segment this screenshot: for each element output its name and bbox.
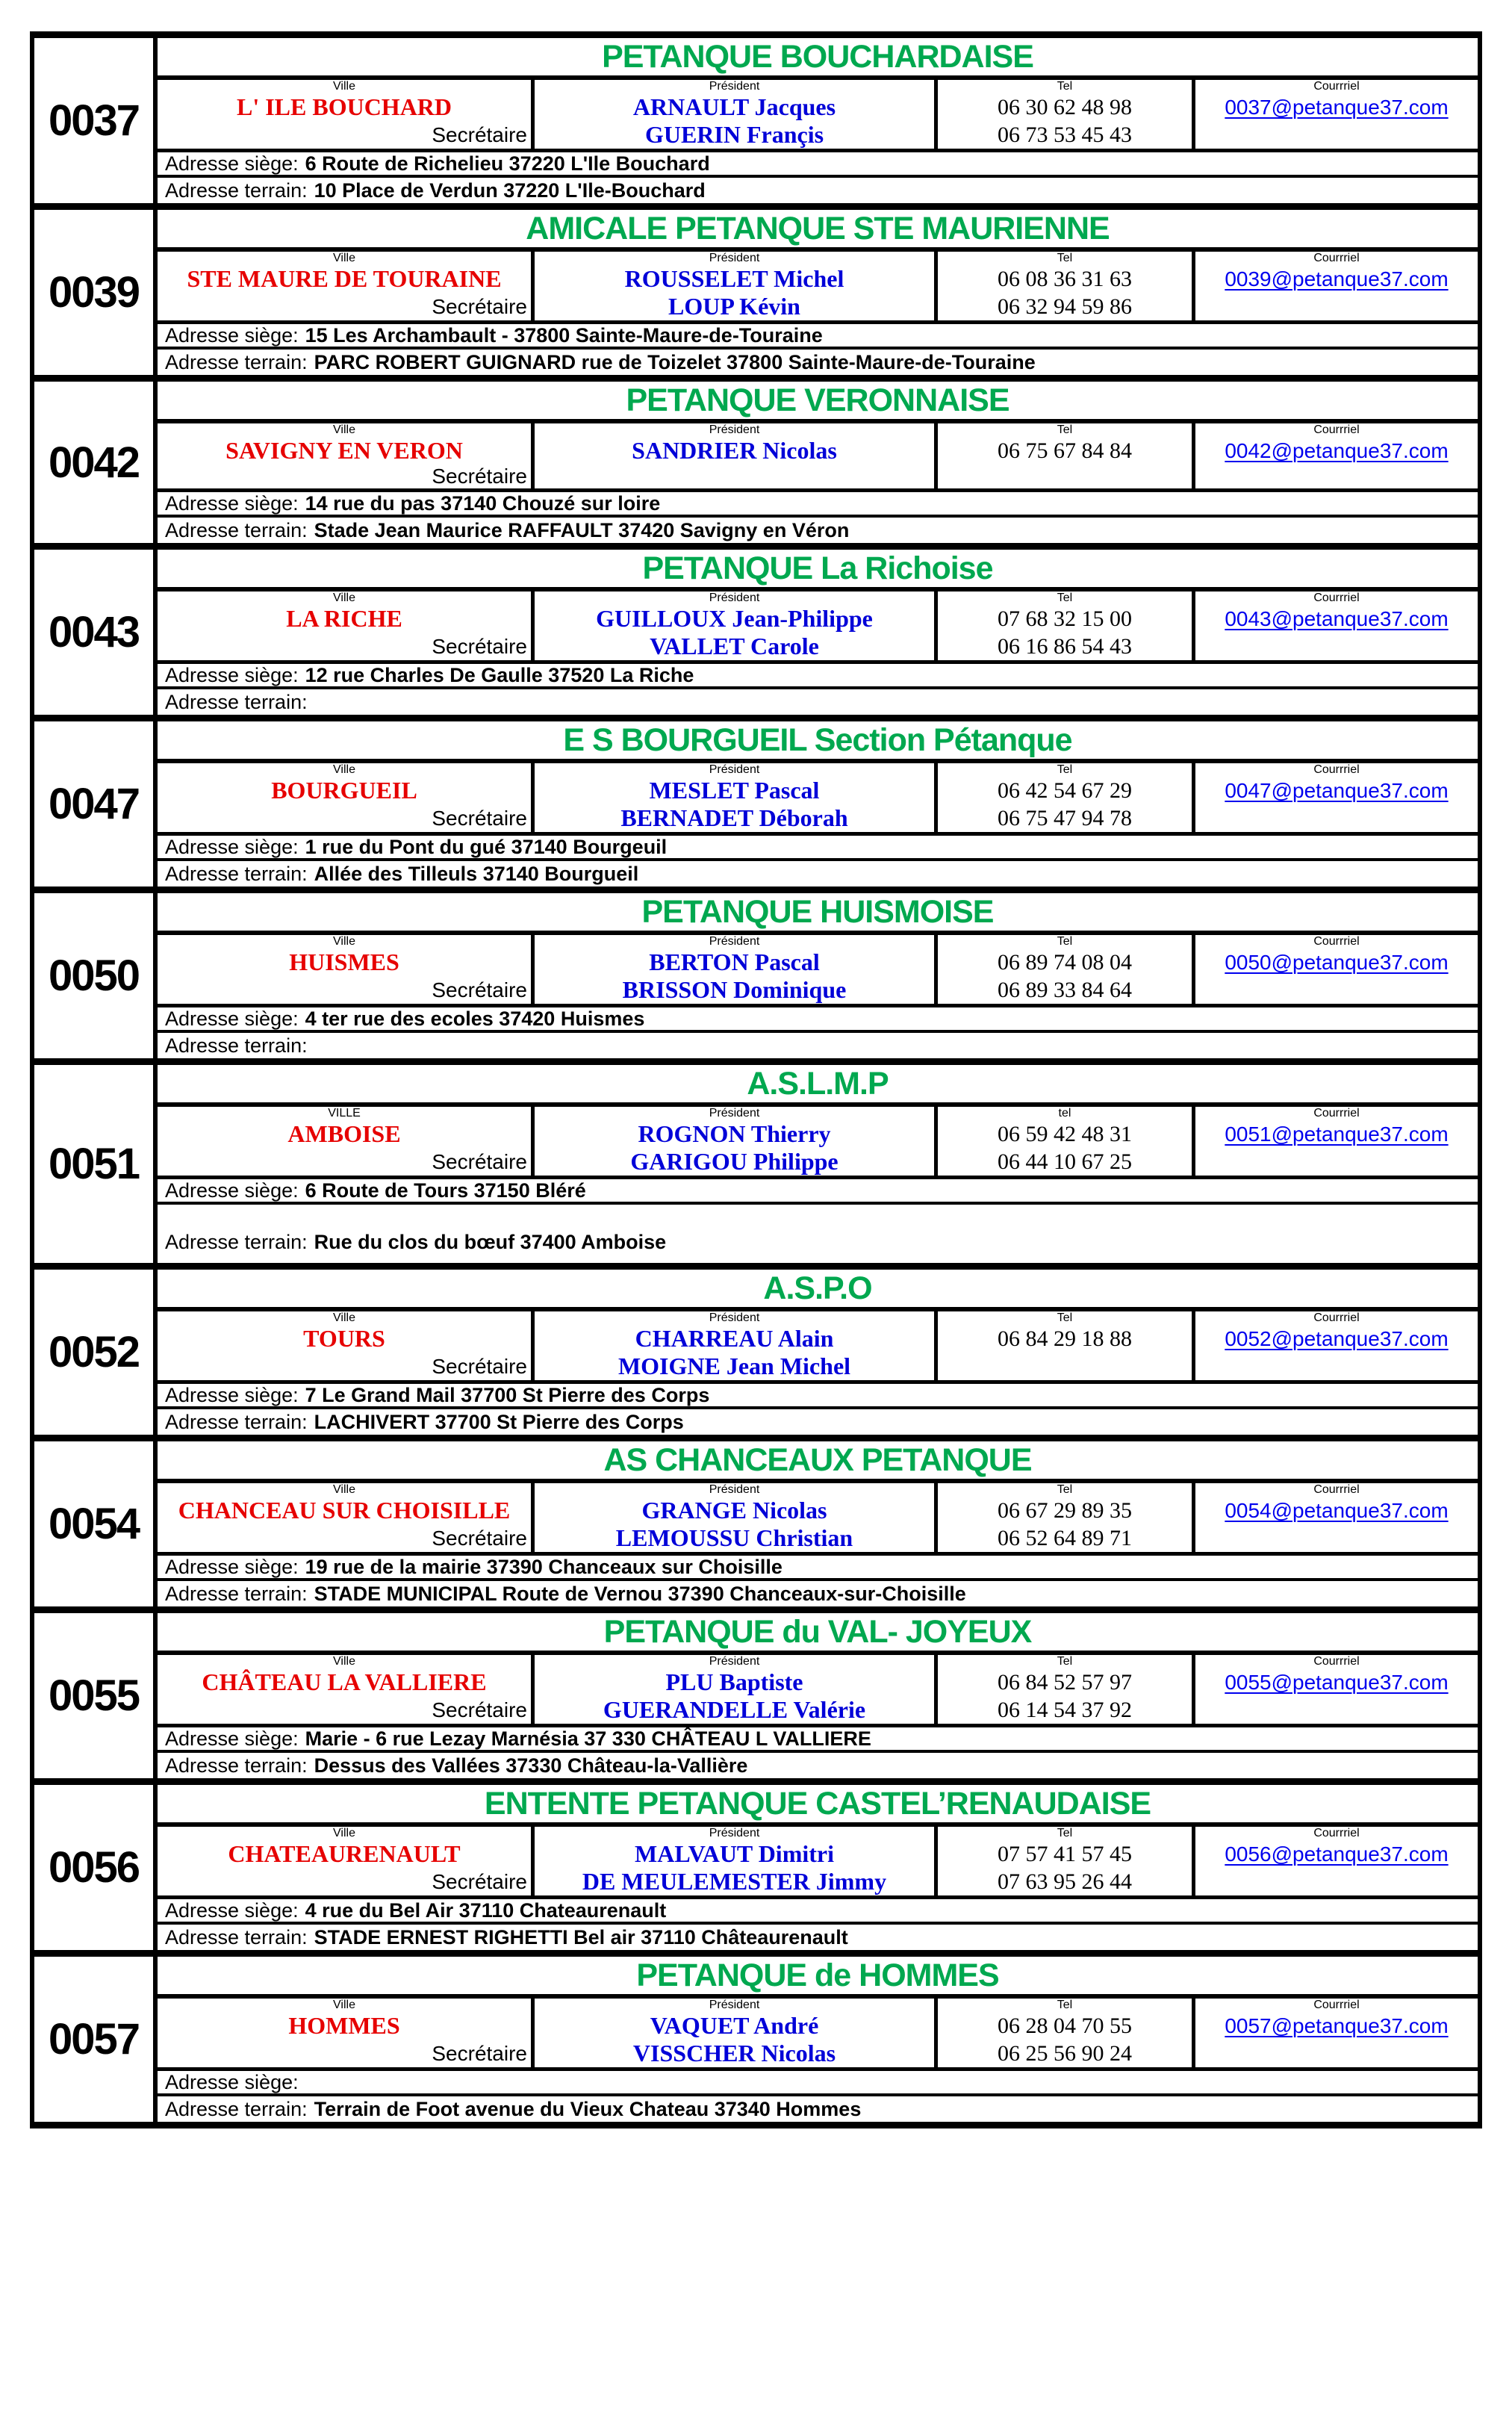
secretaire-name: VALLET Carole xyxy=(535,633,938,660)
email-link[interactable]: 0052@petanque37.com xyxy=(1225,1326,1449,1350)
secretaire-phone: 06 44 10 67 25 xyxy=(938,1148,1195,1176)
club-code: 0047 xyxy=(34,721,158,886)
club-code: 0055 xyxy=(34,1613,158,1778)
secretaire-name: GUERANDELLE Valérie xyxy=(535,1696,938,1724)
adresse-siege-value: 1 rue du Pont du gué 37140 Bourgeuil xyxy=(305,836,668,858)
secretaire-label: Secrétaire xyxy=(158,804,535,832)
secretaire-label: Secrétaire xyxy=(158,1353,535,1380)
club-content xyxy=(158,210,1478,375)
club-content xyxy=(158,893,1478,1058)
club-city: STE MAURE DE TOURAINE xyxy=(158,265,535,293)
club-city: TOURS xyxy=(158,1325,535,1353)
adresse-siege-value: 12 rue Charles De Gaulle 37520 La Riche xyxy=(305,664,694,686)
adresse-terrain-label: Adresse terrain: xyxy=(165,350,308,373)
club-code: 0052 xyxy=(34,1270,158,1435)
president-name: MALVAUT Dimitri xyxy=(535,1840,938,1868)
adresse-terrain-value: Rue du clos du bœuf 37400 Amboise xyxy=(314,1231,667,1253)
adresse-terrain-value: STADE ERNEST RIGHETTI Bel air 37110 Châteaurenault xyxy=(314,1925,848,1949)
club-title: PETANQUE La Richoise xyxy=(158,550,1478,591)
col-header-president: Président xyxy=(535,935,938,948)
club-code: 0050 xyxy=(34,893,158,1058)
club-city: HOMMES xyxy=(158,2012,535,2040)
club-block xyxy=(30,31,1482,203)
club-block xyxy=(30,1263,1482,1435)
club-table xyxy=(158,591,1478,664)
col-header-president: Président xyxy=(535,1655,938,1668)
president-name: GUILLOUX Jean-Philippe xyxy=(535,605,938,633)
email-cell xyxy=(1195,265,1478,293)
club-title: PETANQUE de HOMMES xyxy=(158,1957,1478,1999)
email-link[interactable]: 0054@petanque37.com xyxy=(1225,1498,1449,1522)
col-header-president: Président xyxy=(535,1311,938,1325)
president-phone: 07 68 32 15 00 xyxy=(938,605,1195,633)
club-table xyxy=(158,1311,1478,1384)
email-cell xyxy=(1195,437,1478,465)
secretaire-label: Secrétaire xyxy=(158,633,535,660)
secretaire-name: DE MEULEMESTER Jimmy xyxy=(535,1868,938,1895)
adresse-siege-value: 6 Route de Tours 37150 Bléré xyxy=(305,1179,586,1202)
club-title: AMICALE PETANQUE STE MAURIENNE xyxy=(158,210,1478,252)
club-content xyxy=(158,1785,1478,1950)
col-header-tel: Tel xyxy=(938,1483,1195,1497)
president-phone: 06 84 52 57 97 xyxy=(938,1668,1195,1696)
col-header-tel: Tel xyxy=(938,423,1195,437)
adresse-siege-label: Adresse siège: xyxy=(165,836,299,858)
email-cell xyxy=(1195,948,1478,976)
col-header-ville: Ville xyxy=(158,252,535,265)
adresse-terrain-label: Adresse terrain: xyxy=(165,518,308,541)
col-header-ville: VILLE xyxy=(158,1107,535,1120)
club-city: L' ILE BOUCHARD xyxy=(158,93,535,121)
adresse-siege-row xyxy=(158,1384,1478,1409)
adresse-siege-label: Adresse siège: xyxy=(165,152,299,175)
adresse-terrain-label: Adresse terrain: xyxy=(165,178,308,202)
secretaire-name: GUERIN Françis xyxy=(535,121,938,149)
adresse-siege-value: Marie - 6 rue Lezay Marnésia 37 330 CHÂTEAU L VALLIERE xyxy=(305,1727,871,1750)
secretaire-email-cell xyxy=(1195,1696,1478,1724)
secretaire-email-cell xyxy=(1195,1148,1478,1176)
club-title: PETANQUE du VAL- JOYEUX xyxy=(158,1613,1478,1655)
club-title: A.S.L.M.P xyxy=(158,1065,1478,1107)
secretaire-phone: 06 14 54 37 92 xyxy=(938,1696,1195,1724)
email-cell xyxy=(1195,1840,1478,1868)
adresse-siege-label: Adresse siège: xyxy=(165,2071,299,2093)
adresse-siege-row xyxy=(158,836,1478,861)
email-link[interactable]: 0051@petanque37.com xyxy=(1225,1122,1449,1146)
club-table xyxy=(158,80,1478,152)
col-header-tel: Tel xyxy=(938,1827,1195,1840)
adresse-terrain-row xyxy=(158,518,1478,543)
email-cell xyxy=(1195,1120,1478,1148)
club-city: AMBOISE xyxy=(158,1120,535,1148)
president-phone: 06 30 62 48 98 xyxy=(938,93,1195,121)
secretaire-email-cell xyxy=(1195,465,1478,488)
club-code: 0042 xyxy=(34,382,158,543)
secretaire-phone xyxy=(938,1353,1195,1380)
club-city: BOURGUEIL xyxy=(158,777,535,804)
adresse-siege-label: Adresse siège: xyxy=(165,664,299,686)
club-city: SAVIGNY EN VERON xyxy=(158,437,535,465)
col-header-courriel: Courrriel xyxy=(1313,1827,1360,1839)
secretaire-name: LOUP Kévin xyxy=(535,293,938,320)
president-phone: 06 28 04 70 55 xyxy=(938,2012,1195,2040)
col-header-courriel: Courrriel xyxy=(1313,1655,1360,1668)
club-city: CHÂTEAU LA VALLIERE xyxy=(158,1668,535,1696)
club-block xyxy=(30,1058,1482,1263)
email-cell xyxy=(1195,93,1478,121)
col-header-president: Président xyxy=(535,80,938,93)
col-header-president: Président xyxy=(535,1107,938,1120)
adresse-terrain-row xyxy=(158,1753,1478,1778)
secretaire-phone: 07 63 95 26 44 xyxy=(938,1868,1195,1895)
secretaire-name: GARIGOU Philippe xyxy=(535,1148,938,1176)
adresse-terrain-value: Terrain de Foot avenue du Vieux Chateau 37340 Hommes xyxy=(314,2097,862,2120)
col-header-president: Président xyxy=(535,1483,938,1497)
secretaire-phone: 06 89 33 84 64 xyxy=(938,976,1195,1004)
club-title: ENTENTE PETANQUE CASTEL’RENAUDAISE xyxy=(158,1785,1478,1827)
secretaire-name xyxy=(535,465,938,488)
club-title: PETANQUE BOUCHARDAISE xyxy=(158,38,1478,80)
club-content xyxy=(158,550,1478,715)
adresse-terrain-row xyxy=(158,689,1478,715)
col-header-courriel: Courrriel xyxy=(1313,591,1360,604)
col-header-tel: Tel xyxy=(938,763,1195,777)
col-header-president: Président xyxy=(535,1827,938,1840)
adresse-terrain-label: Adresse terrain: xyxy=(165,2097,308,2120)
adresse-siege-value: 14 rue du pas 37140 Chouzé sur loire xyxy=(305,492,661,515)
secretaire-label: Secrétaire xyxy=(158,1696,535,1724)
adresse-siege-value: 19 rue de la mairie 37390 Chanceaux sur Choisille xyxy=(305,1556,783,1578)
club-blocks-list xyxy=(30,31,1482,2128)
secretaire-email-cell xyxy=(1195,121,1478,149)
col-header-president: Président xyxy=(535,591,938,605)
col-header-tel: Tel xyxy=(938,80,1195,93)
club-block xyxy=(30,1950,1482,2128)
adresse-siege-row xyxy=(158,1727,1478,1753)
email-cell xyxy=(1195,2012,1478,2040)
adresse-terrain-row xyxy=(158,861,1478,886)
club-block xyxy=(30,203,1482,375)
col-header-president: Président xyxy=(535,252,938,265)
club-content xyxy=(158,382,1478,543)
adresse-siege-value: 7 Le Grand Mail 37700 St Pierre des Corps xyxy=(305,1384,710,1406)
adresse-siege-label: Adresse siège: xyxy=(165,1007,299,1030)
adresse-siege-label: Adresse siège: xyxy=(165,324,299,347)
email-link[interactable]: 0047@petanque37.com xyxy=(1225,778,1449,802)
club-block xyxy=(30,1435,1482,1606)
club-title: PETANQUE HUISMOISE xyxy=(158,893,1478,935)
president-name: SANDRIER Nicolas xyxy=(535,437,938,465)
club-table xyxy=(158,423,1478,492)
president-name: ROGNON Thierry xyxy=(535,1120,938,1148)
club-content xyxy=(158,1957,1478,2122)
col-header-courriel: Courrriel xyxy=(1313,763,1360,776)
club-table xyxy=(158,1483,1478,1556)
adresse-siege-row xyxy=(158,2071,1478,2096)
adresse-terrain-label: Adresse terrain: xyxy=(165,862,308,885)
club-code: 0057 xyxy=(34,1957,158,2122)
adresse-terrain-label: Adresse terrain: xyxy=(165,1925,308,1949)
adresse-terrain-row xyxy=(158,2096,1478,2122)
adresse-siege-label: Adresse siège: xyxy=(165,1179,299,1202)
adresse-siege-label: Adresse siège: xyxy=(165,1727,299,1750)
club-table xyxy=(158,1999,1478,2071)
club-content xyxy=(158,1613,1478,1778)
col-header-ville: Ville xyxy=(158,1655,535,1668)
club-table xyxy=(158,252,1478,324)
secretaire-phone: 06 25 56 90 24 xyxy=(938,2040,1195,2067)
col-header-ville: Ville xyxy=(158,1311,535,1325)
adresse-terrain-row xyxy=(158,1409,1478,1435)
col-header-ville: Ville xyxy=(158,1483,535,1497)
adresse-siege-row xyxy=(158,1007,1478,1033)
email-link[interactable]: 0042@petanque37.com xyxy=(1225,438,1449,462)
col-header-courriel: Courrriel xyxy=(1313,1483,1360,1496)
adresse-terrain-row xyxy=(158,1033,1478,1058)
adresse-terrain-label: Adresse terrain: xyxy=(165,690,308,713)
col-header-ville: Ville xyxy=(158,1827,535,1840)
president-name: PLU Baptiste xyxy=(535,1668,938,1696)
secretaire-name: BERNADET Déborah xyxy=(535,804,938,832)
adresse-siege-label: Adresse siège: xyxy=(165,1899,299,1922)
adresse-terrain-label: Adresse terrain: xyxy=(165,1410,308,1433)
club-title: PETANQUE VERONNAISE xyxy=(158,382,1478,423)
adresse-siege-value: 4 rue du Bel Air 37110 Chateaurenault xyxy=(305,1899,667,1922)
adresse-terrain-value: Stade Jean Maurice RAFFAULT 37420 Savigny en Véron xyxy=(314,518,850,541)
club-content xyxy=(158,38,1478,203)
secretaire-label: Secrétaire xyxy=(158,2040,535,2067)
col-header-president: Président xyxy=(535,1999,938,2012)
adresse-siege-value: 4 ter rue des ecoles 37420 Huismes xyxy=(305,1007,645,1030)
secretaire-email-cell xyxy=(1195,2040,1478,2067)
adresse-siege-row xyxy=(158,1899,1478,1925)
col-header-courriel: Courrriel xyxy=(1313,935,1360,948)
president-phone: 06 59 42 48 31 xyxy=(938,1120,1195,1148)
col-header-tel: Tel xyxy=(938,591,1195,605)
adresse-siege-row xyxy=(158,664,1478,689)
email-link[interactable]: 0037@petanque37.com xyxy=(1225,95,1449,119)
email-cell xyxy=(1195,1325,1478,1353)
email-link[interactable]: 0057@petanque37.com xyxy=(1225,2013,1449,2037)
email-cell xyxy=(1195,1497,1478,1524)
adresse-terrain-row xyxy=(158,178,1478,203)
col-header-courriel: Courrriel xyxy=(1313,1311,1360,1324)
secretaire-email-cell xyxy=(1195,1353,1478,1380)
club-city: LA RICHE xyxy=(158,605,535,633)
col-header-tel: Tel xyxy=(938,935,1195,948)
adresse-terrain-row xyxy=(158,1205,1478,1263)
president-name: VAQUET André xyxy=(535,2012,938,2040)
adresse-siege-value: 15 Les Archambault - 37800 Sainte-Maure-de-Touraine xyxy=(305,324,823,347)
club-table xyxy=(158,935,1478,1007)
col-header-courriel: Courrriel xyxy=(1313,252,1360,264)
adresse-terrain-value: LACHIVERT 37700 St Pierre des Corps xyxy=(314,1410,684,1433)
adresse-siege-row xyxy=(158,492,1478,518)
adresse-siege-row xyxy=(158,324,1478,350)
col-header-ville: Ville xyxy=(158,935,535,948)
adresse-terrain-value: Allée des Tilleuls 37140 Bourgueil xyxy=(314,862,639,885)
secretaire-name: VISSCHER Nicolas xyxy=(535,2040,938,2067)
secretaire-name: MOIGNE Jean Michel xyxy=(535,1353,938,1380)
president-name: ROUSSELET Michel xyxy=(535,265,938,293)
adresse-terrain-value: 10 Place de Verdun 37220 L'Ile-Bouchard xyxy=(314,178,706,202)
club-content xyxy=(158,1441,1478,1606)
adresse-siege-label: Adresse siège: xyxy=(165,1384,299,1406)
email-link[interactable]: 0056@petanque37.com xyxy=(1225,1842,1449,1866)
club-code: 0051 xyxy=(34,1065,158,1263)
adresse-siege-label: Adresse siège: xyxy=(165,1556,299,1578)
col-header-courriel: Courrriel xyxy=(1313,1107,1360,1120)
club-table xyxy=(158,1107,1478,1179)
president-phone: 06 67 29 89 35 xyxy=(938,1497,1195,1524)
adresse-siege-value: 6 Route de Richelieu 37220 L'Ile Bouchard xyxy=(305,152,710,175)
col-header-courriel: Courrriel xyxy=(1313,80,1360,93)
secretaire-email-cell xyxy=(1195,293,1478,320)
secretaire-phone: 06 75 47 94 78 xyxy=(938,804,1195,832)
col-header-courriel: Courrriel xyxy=(1313,1999,1360,2011)
secretaire-label: Secrétaire xyxy=(158,121,535,149)
adresse-terrain-row xyxy=(158,1581,1478,1606)
col-header-tel: Tel xyxy=(938,1311,1195,1325)
club-code: 0039 xyxy=(34,210,158,375)
president-phone: 06 84 29 18 88 xyxy=(938,1325,1195,1353)
club-code: 0043 xyxy=(34,550,158,715)
club-title: AS CHANCEAUX PETANQUE xyxy=(158,1441,1478,1483)
secretaire-label: Secrétaire xyxy=(158,976,535,1004)
club-code: 0056 xyxy=(34,1785,158,1950)
col-header-courriel: Courrriel xyxy=(1313,423,1360,436)
col-header-ville: Ville xyxy=(158,423,535,437)
president-phone: 06 42 54 67 29 xyxy=(938,777,1195,804)
col-header-president: Président xyxy=(535,763,938,777)
secretaire-email-cell xyxy=(1195,976,1478,1004)
secretaire-label: Secrétaire xyxy=(158,465,535,488)
col-header-tel: Tel xyxy=(938,1999,1195,2012)
secretaire-email-cell xyxy=(1195,804,1478,832)
club-content xyxy=(158,721,1478,886)
president-name: BERTON Pascal xyxy=(535,948,938,976)
email-link[interactable]: 0043@petanque37.com xyxy=(1225,606,1449,630)
adresse-siege-row xyxy=(158,152,1478,178)
secretaire-email-cell xyxy=(1195,1524,1478,1552)
president-name: MESLET Pascal xyxy=(535,777,938,804)
club-table xyxy=(158,763,1478,836)
club-block xyxy=(30,1606,1482,1778)
adresse-terrain-label: Adresse terrain: xyxy=(165,1231,308,1253)
col-header-tel: Tel xyxy=(938,1655,1195,1668)
adresse-terrain-value: STADE MUNICIPAL Route de Vernou 37390 Chanceaux-sur-Choisille xyxy=(314,1582,966,1605)
president-phone: 06 89 74 08 04 xyxy=(938,948,1195,976)
col-header-tel: tel xyxy=(938,1107,1195,1120)
secretaire-name: BRISSON Dominique xyxy=(535,976,938,1004)
col-header-ville: Ville xyxy=(158,763,535,777)
club-code: 0037 xyxy=(34,38,158,203)
adresse-terrain-label: Adresse terrain: xyxy=(165,1754,308,1777)
club-table xyxy=(158,1655,1478,1727)
club-city: CHATEAURENAULT xyxy=(158,1840,535,1868)
adresse-siege-label: Adresse siège: xyxy=(165,492,299,515)
email-cell xyxy=(1195,777,1478,804)
secretaire-label: Secrétaire xyxy=(158,293,535,320)
club-table xyxy=(158,1827,1478,1899)
club-city: CHANCEAU SUR CHOISILLE xyxy=(158,1497,535,1524)
president-name: GRANGE Nicolas xyxy=(535,1497,938,1524)
president-phone: 06 75 67 84 84 xyxy=(938,437,1195,465)
col-header-tel: Tel xyxy=(938,252,1195,265)
secretaire-phone: 06 52 64 89 71 xyxy=(938,1524,1195,1552)
club-block xyxy=(30,375,1482,543)
president-name: CHARREAU Alain xyxy=(535,1325,938,1353)
adresse-terrain-row xyxy=(158,1925,1478,1950)
email-link[interactable]: 0039@petanque37.com xyxy=(1225,267,1449,291)
secretaire-name: LEMOUSSU Christian xyxy=(535,1524,938,1552)
club-block xyxy=(30,886,1482,1058)
secretaire-phone: 06 73 53 45 43 xyxy=(938,121,1195,149)
col-header-ville: Ville xyxy=(158,80,535,93)
club-city: HUISMES xyxy=(158,948,535,976)
secretaire-phone: 06 32 94 59 86 xyxy=(938,293,1195,320)
secretaire-label: Secrétaire xyxy=(158,1148,535,1176)
secretaire-phone xyxy=(938,465,1195,488)
adresse-terrain-label: Adresse terrain: xyxy=(165,1034,308,1057)
email-cell xyxy=(1195,605,1478,633)
club-code: 0054 xyxy=(34,1441,158,1606)
secretaire-email-cell xyxy=(1195,633,1478,660)
col-header-ville: Ville xyxy=(158,1999,535,2012)
email-link[interactable]: 0055@petanque37.com xyxy=(1225,1670,1449,1694)
club-block xyxy=(30,1778,1482,1950)
col-header-president: Président xyxy=(535,423,938,437)
adresse-terrain-value: Dessus des Vallées 37330 Château-la-Vallière xyxy=(314,1754,748,1777)
secretaire-phone: 06 16 86 54 43 xyxy=(938,633,1195,660)
adresse-terrain-row xyxy=(158,350,1478,375)
club-block xyxy=(30,715,1482,886)
president-name: ARNAULT Jacques xyxy=(535,93,938,121)
secretaire-label: Secrétaire xyxy=(158,1868,535,1895)
president-phone: 06 08 36 31 63 xyxy=(938,265,1195,293)
club-content xyxy=(158,1065,1478,1263)
president-phone: 07 57 41 57 45 xyxy=(938,1840,1195,1868)
secretaire-label: Secrétaire xyxy=(158,1524,535,1552)
adresse-siege-row xyxy=(158,1556,1478,1581)
adresse-terrain-value: PARC ROBERT GUIGNARD rue de Toizelet 37800 Sainte-Maure-de-Touraine xyxy=(314,350,1036,373)
adresse-terrain-label: Adresse terrain: xyxy=(165,1582,308,1605)
adresse-siege-row xyxy=(158,1179,1478,1205)
col-header-ville: Ville xyxy=(158,591,535,605)
club-title: A.S.P.O xyxy=(158,1270,1478,1311)
club-title: E S BOURGUEIL Section Pétanque xyxy=(158,721,1478,763)
email-cell xyxy=(1195,1668,1478,1696)
secretaire-email-cell xyxy=(1195,1868,1478,1895)
club-block xyxy=(30,543,1482,715)
club-content xyxy=(158,1270,1478,1435)
email-link[interactable]: 0050@petanque37.com xyxy=(1225,950,1449,974)
